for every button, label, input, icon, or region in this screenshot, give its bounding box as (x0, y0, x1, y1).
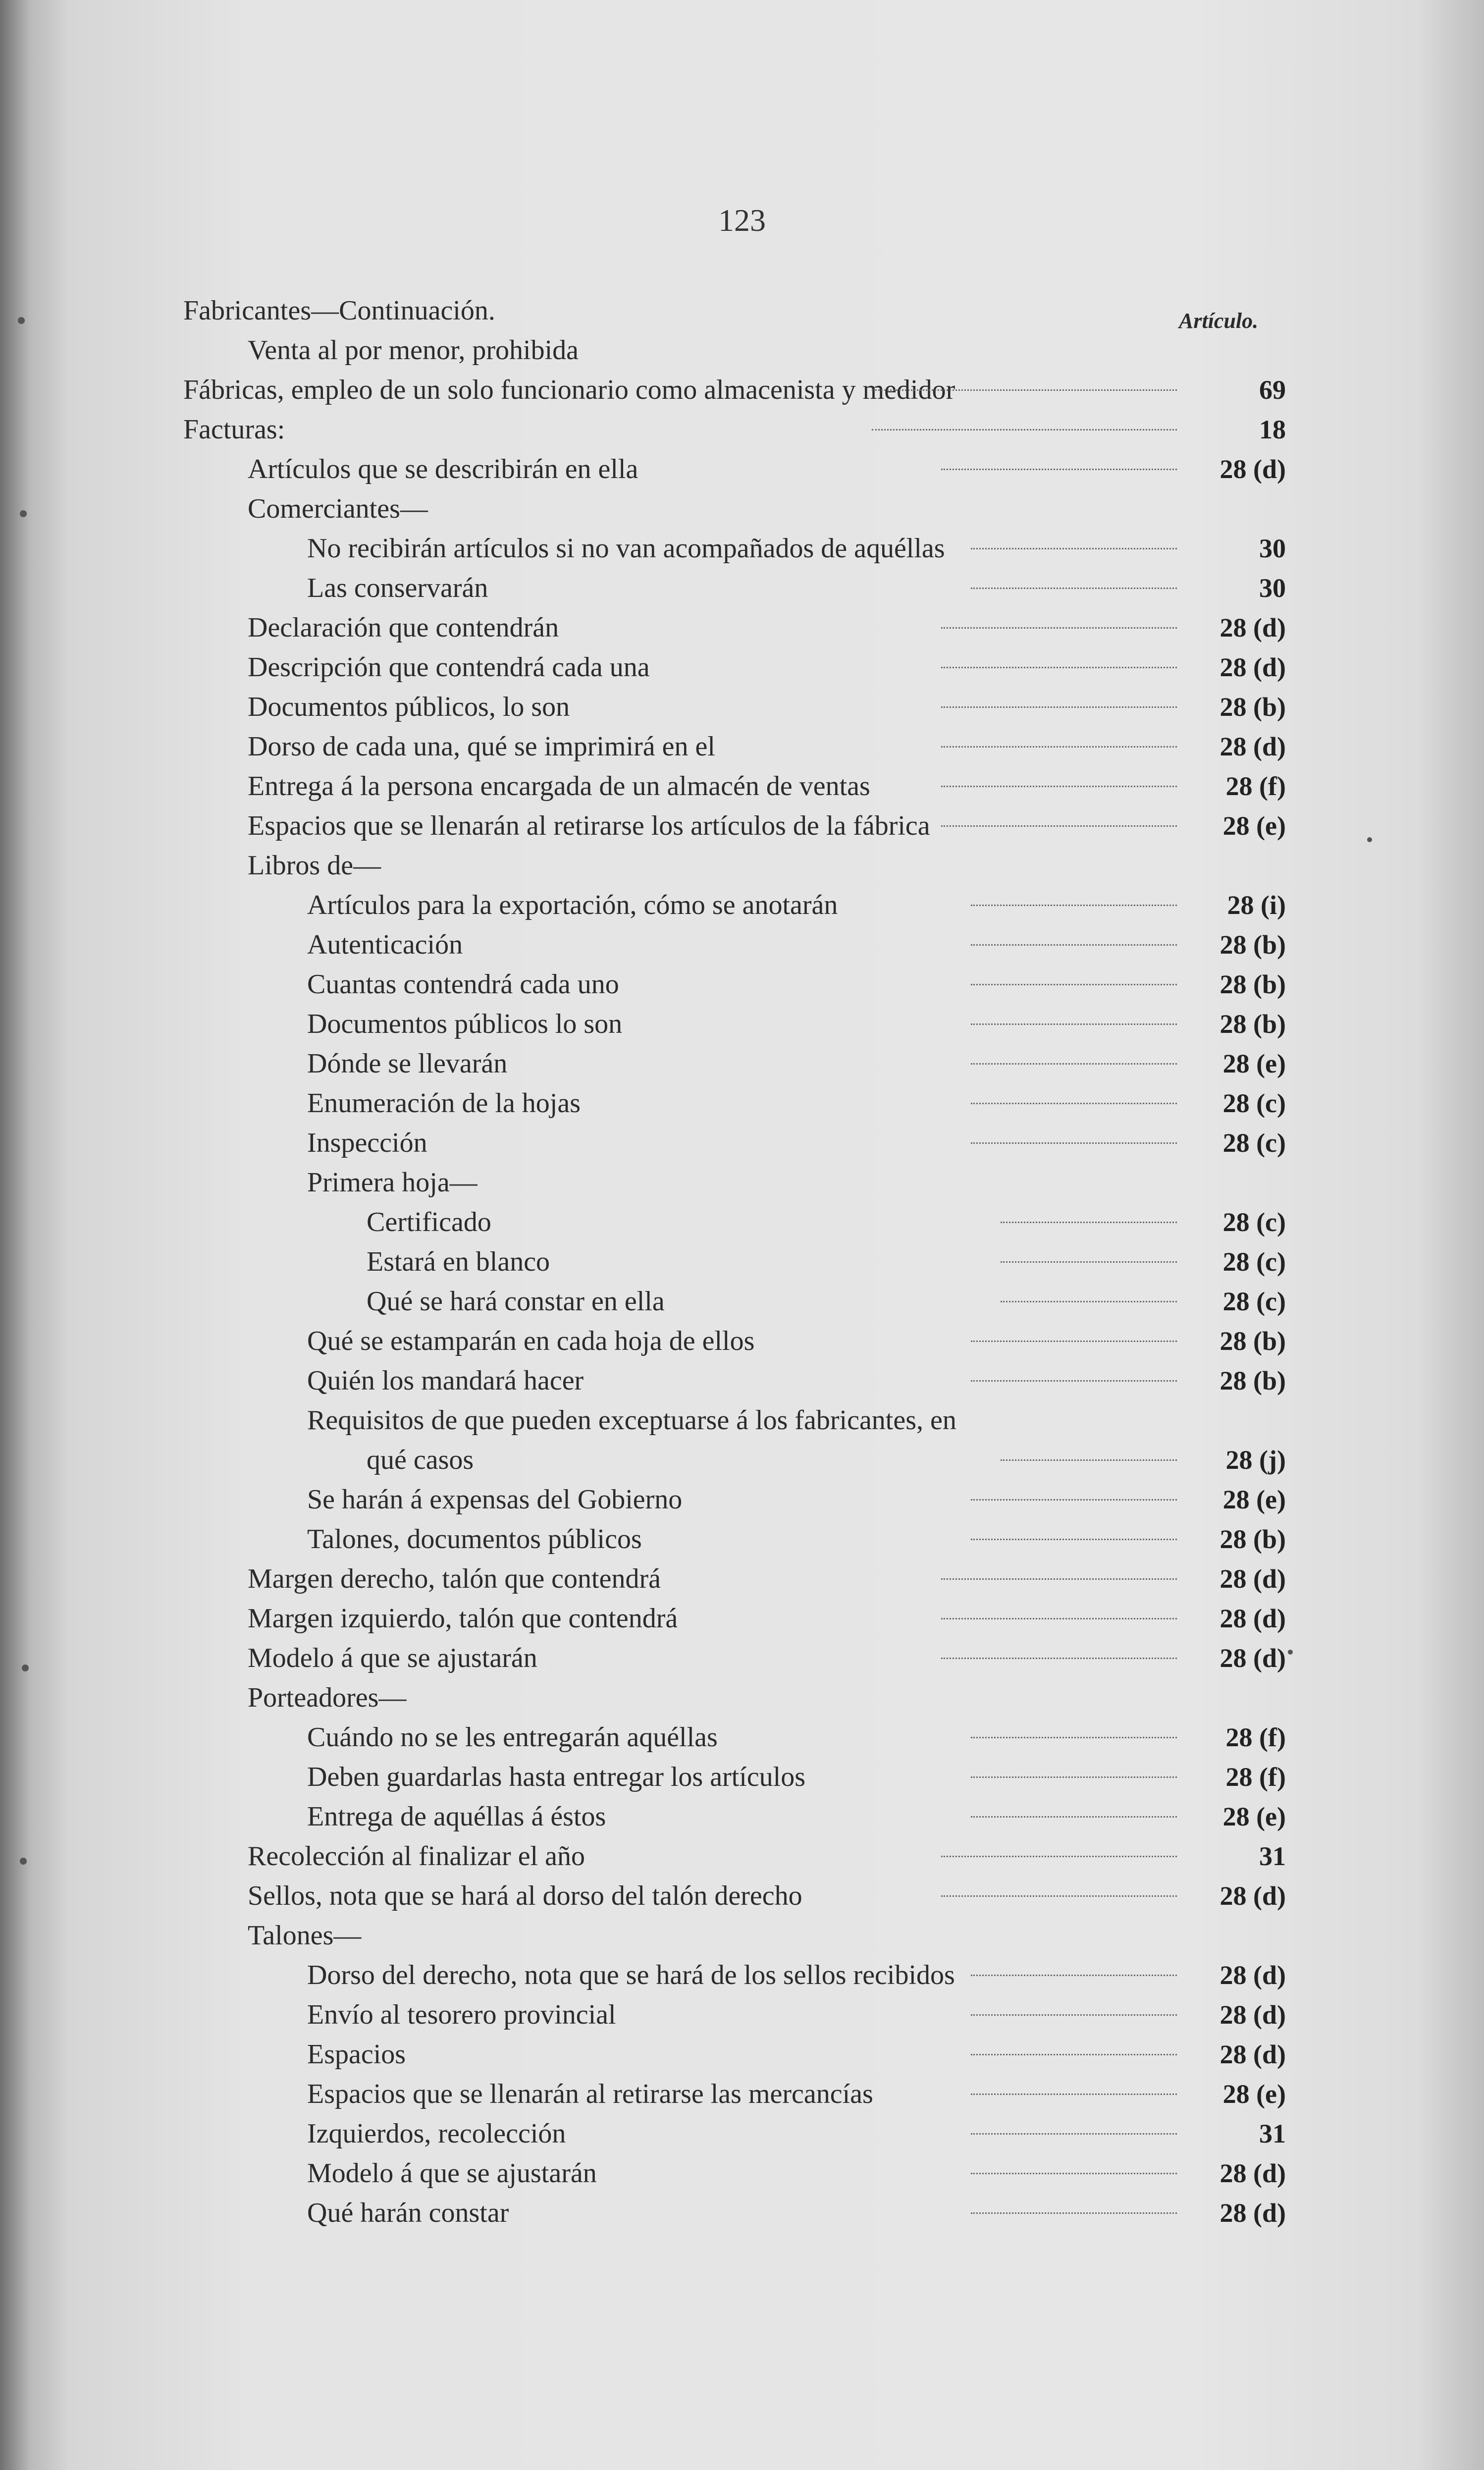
index-entry (0, 1917, 1484, 1954)
dot-leader (941, 706, 1177, 708)
index-entry (0, 2155, 1484, 2192)
dot-leader (971, 1103, 1177, 1104)
dot-leader (971, 905, 1177, 906)
article-reference: 28 (b) (1219, 1366, 1286, 1396)
entry-text: Las conservarán (307, 573, 488, 603)
entry-text: Deben guardarlas hasta entregar los artículos (307, 1762, 806, 1792)
dot-leader (941, 627, 1177, 629)
index-entry (0, 1521, 1484, 1557)
dot-leader (941, 746, 1177, 748)
index-entry (0, 2076, 1484, 2112)
entry-text: Venta al por menor, prohibida (248, 335, 579, 366)
index-entry (0, 1719, 1484, 1756)
entry-text: Entrega de aquéllas á éstos (307, 1801, 606, 1832)
index-entry (0, 1006, 1484, 1042)
article-reference: 28 (c) (1222, 1247, 1286, 1277)
index-entry (0, 1164, 1484, 1201)
index-entry (0, 1996, 1484, 2033)
index-entry (0, 1600, 1484, 1637)
article-reference: 28 (d) (1219, 613, 1286, 643)
index-entry (0, 1125, 1484, 1161)
index-entry (0, 1679, 1484, 1716)
article-reference: 69 (1259, 375, 1286, 405)
dot-leader (971, 944, 1177, 946)
article-reference: 28 (b) (1219, 930, 1286, 960)
dot-leader (971, 548, 1177, 549)
entry-text: Dónde se llevarán (307, 1048, 508, 1079)
entry-text: Espacios que se llenarán al retirarse las mercancías (307, 2079, 873, 2109)
entry-text: Qué se estamparán en cada hoja de ellos (307, 1326, 755, 1356)
entry-text: Documentos públicos, lo son (248, 692, 570, 722)
article-reference: 28 (e) (1222, 811, 1286, 841)
dot-leader (971, 1499, 1177, 1501)
dot-leader (971, 1776, 1177, 1778)
article-reference: 28 (b) (1219, 1524, 1286, 1554)
index-entry (0, 490, 1484, 527)
entry-text: Margen derecho, talón que contendrá (248, 1563, 661, 1594)
index-entry (0, 1283, 1484, 1320)
article-reference: 28 (e) (1222, 2079, 1286, 2109)
column-header-articulo: Artículo. (1179, 309, 1259, 333)
entry-text: No recibirán artículos si no van acompañados de aquéllas (307, 533, 945, 564)
dot-leader (971, 1023, 1177, 1025)
dot-leader (1001, 1261, 1177, 1263)
entry-text: Sellos, nota que se hará al dorso del talón derecho (248, 1880, 802, 1911)
article-reference: 28 (d) (1219, 2000, 1286, 2030)
entry-text: Recolección al finalizar el año (248, 1841, 585, 1872)
dot-leader (971, 1737, 1177, 1738)
article-reference: 28 (d) (1219, 1604, 1286, 1633)
index-entry (0, 2115, 1484, 2152)
index-entry (0, 1402, 1484, 1439)
article-reference: 28 (d) (1219, 2040, 1286, 2069)
article-reference: 28 (d) (1219, 1960, 1286, 1990)
index-entry (0, 1560, 1484, 1597)
entry-text: Estará en blanco (367, 1246, 550, 1277)
entry-text: Entrega á la persona encargada de un almacén de ventas (248, 771, 870, 802)
entry-text: Envío al tesorero provincial (307, 1999, 616, 2030)
entry-text: Modelo á que se ajustarán (307, 2158, 597, 2189)
article-reference: 31 (1259, 2119, 1286, 2148)
article-reference: 28 (e) (1222, 1485, 1286, 1514)
dot-leader (971, 2054, 1177, 2055)
article-reference: 28 (e) (1222, 1802, 1286, 1831)
entry-text: Quién los mandará hacer (307, 1365, 584, 1396)
entry-text: qué casos (367, 1445, 474, 1475)
article-reference: 30 (1259, 573, 1286, 603)
article-reference: 28 (e) (1222, 1049, 1286, 1078)
index-entry (0, 1045, 1484, 1082)
index-entry (0, 807, 1484, 844)
entry-text: Requisitos de que pueden exceptuarse á los fabricantes, en (307, 1405, 956, 1436)
entry-text: Enumeración de la hojas (307, 1088, 581, 1119)
index-entry (0, 292, 1484, 329)
dot-leader (941, 786, 1177, 787)
article-reference: 28 (b) (1219, 1009, 1286, 1039)
dot-leader (1001, 1459, 1177, 1461)
index-entry (0, 1481, 1484, 1518)
index-entry (0, 1442, 1484, 1478)
index-entry (0, 609, 1484, 646)
article-reference: 28 (c) (1222, 1287, 1286, 1316)
index-entry (0, 2195, 1484, 2231)
article-reference: 28 (j) (1225, 1445, 1286, 1475)
index-entry (0, 728, 1484, 765)
entry-text: Porteadores— (248, 1682, 407, 1713)
entry-text: Qué se hará constar en ella (367, 1286, 665, 1317)
index-entry (0, 887, 1484, 923)
dot-leader (941, 667, 1177, 668)
dot-leader (971, 1380, 1177, 1382)
article-reference: 28 (c) (1222, 1207, 1286, 1237)
dot-leader (971, 2014, 1177, 2016)
dot-leader (971, 1142, 1177, 1144)
article-reference: 31 (1259, 1841, 1286, 1871)
article-reference: 28 (b) (1219, 692, 1286, 722)
entry-text: Artículos que se describirán en ella (248, 454, 638, 484)
entry-text: Descripción que contendrá cada una (248, 652, 650, 683)
article-reference: 30 (1259, 534, 1286, 563)
index-entry (0, 570, 1484, 606)
article-reference: 28 (b) (1219, 969, 1286, 999)
index-entry (0, 1085, 1484, 1122)
dot-leader (941, 1618, 1177, 1619)
index-entry (0, 1957, 1484, 1993)
entry-text: Libros de— (248, 850, 381, 881)
entry-text: Fabricantes—Continuación. (183, 295, 495, 326)
article-reference: 28 (b) (1219, 1326, 1286, 1356)
dot-leader (1001, 1222, 1177, 1223)
index-entry (0, 1640, 1484, 1676)
entry-text: Qué harán constar (307, 2198, 509, 2228)
entry-text: Documentos públicos lo son (307, 1009, 623, 1039)
dot-leader (971, 1816, 1177, 1818)
index-entry (0, 2036, 1484, 2073)
index-entry (0, 1362, 1484, 1399)
dot-leader (971, 2212, 1177, 2214)
dot-leader (971, 1539, 1177, 1540)
entry-text: Margen izquierdo, talón que contendrá (248, 1603, 678, 1634)
index-entry (0, 1838, 1484, 1875)
entry-text: Artículos para la exportación, cómo se anotarán (307, 890, 838, 920)
dot-leader (941, 1658, 1177, 1659)
index-entry (0, 966, 1484, 1003)
article-reference: 18 (1259, 415, 1286, 444)
entry-text: Inspección (307, 1128, 427, 1158)
article-reference: 28 (d) (1219, 2198, 1286, 2228)
article-reference: 28 (i) (1227, 890, 1286, 920)
entry-text: Fábricas, empleo de un solo funcionario como almacenista y medidor (183, 375, 955, 405)
entry-text: Declaración que contendrán (248, 612, 559, 643)
entry-text: Talones— (248, 1920, 362, 1951)
entry-text: Talones, documentos públicos (307, 1524, 642, 1555)
dot-leader (971, 1063, 1177, 1065)
index-entry (0, 1243, 1484, 1280)
dot-leader (971, 984, 1177, 985)
index-entry (0, 451, 1484, 487)
index-entry (0, 530, 1484, 567)
dot-leader (872, 429, 1177, 430)
article-reference: 28 (d) (1219, 1643, 1286, 1673)
dot-leader (941, 1578, 1177, 1580)
entry-text: Comerciantes— (248, 493, 428, 524)
index-entry (0, 332, 1484, 369)
dot-leader (971, 588, 1177, 589)
dot-leader (971, 2173, 1177, 2174)
index-entry (0, 1759, 1484, 1795)
entry-text: Se harán á expensas del Gobierno (307, 1484, 683, 1515)
article-reference: 28 (f) (1225, 1762, 1286, 1792)
dot-leader (872, 389, 1177, 391)
entry-text: Primera hoja— (307, 1167, 477, 1198)
article-reference: 28 (f) (1225, 771, 1286, 801)
entry-text: Facturas: (183, 414, 285, 445)
entry-text: Izquierdos, recolección (307, 2118, 566, 2149)
dot-leader (941, 469, 1177, 470)
entry-text: Espacios (307, 2039, 406, 2070)
entry-text: Dorso del derecho, nota que se hará de los sellos recibidos (307, 1960, 955, 1990)
entry-text: Espacios que se llenarán al retirarse los artículos de la fábrica (248, 810, 930, 841)
index-entry (0, 372, 1484, 408)
dot-leader (941, 1856, 1177, 1857)
dot-leader (971, 1341, 1177, 1342)
article-reference: 28 (c) (1222, 1088, 1286, 1118)
dot-leader (971, 2133, 1177, 2135)
index-entry (0, 847, 1484, 884)
entry-text: Modelo á que se ajustarán (248, 1643, 537, 1673)
dot-leader (971, 1975, 1177, 1976)
article-reference: 28 (f) (1225, 1722, 1286, 1752)
index-entry (0, 411, 1484, 448)
index-entry (0, 689, 1484, 725)
article-reference: 28 (c) (1222, 1128, 1286, 1158)
entry-text: Certificado (367, 1207, 491, 1237)
index-entry (0, 926, 1484, 963)
entry-text: Autenticación (307, 929, 463, 960)
article-reference: 28 (d) (1219, 454, 1286, 484)
index-entry (0, 1798, 1484, 1835)
dot-leader (941, 1895, 1177, 1897)
dot-leader (941, 825, 1177, 827)
entry-text: Cuándo no se les entregarán aquéllas (307, 1722, 718, 1753)
article-reference: 28 (d) (1219, 732, 1286, 761)
index-entry (0, 1204, 1484, 1240)
dot-leader (971, 2094, 1177, 2095)
entry-text: Dorso de cada una, qué se imprimirá en el (248, 731, 715, 762)
page-number: 123 (718, 203, 766, 238)
index-entry (0, 768, 1484, 805)
index-entry (0, 649, 1484, 686)
article-reference: 28 (d) (1219, 652, 1286, 682)
article-reference: 28 (d) (1219, 1564, 1286, 1594)
dot-leader (1001, 1301, 1177, 1302)
index-entry (0, 1323, 1484, 1359)
article-reference: 28 (d) (1219, 1881, 1286, 1911)
entry-text: Cuantas contendrá cada uno (307, 969, 619, 1000)
index-entry (0, 1878, 1484, 1914)
article-reference: 28 (d) (1219, 2158, 1286, 2188)
